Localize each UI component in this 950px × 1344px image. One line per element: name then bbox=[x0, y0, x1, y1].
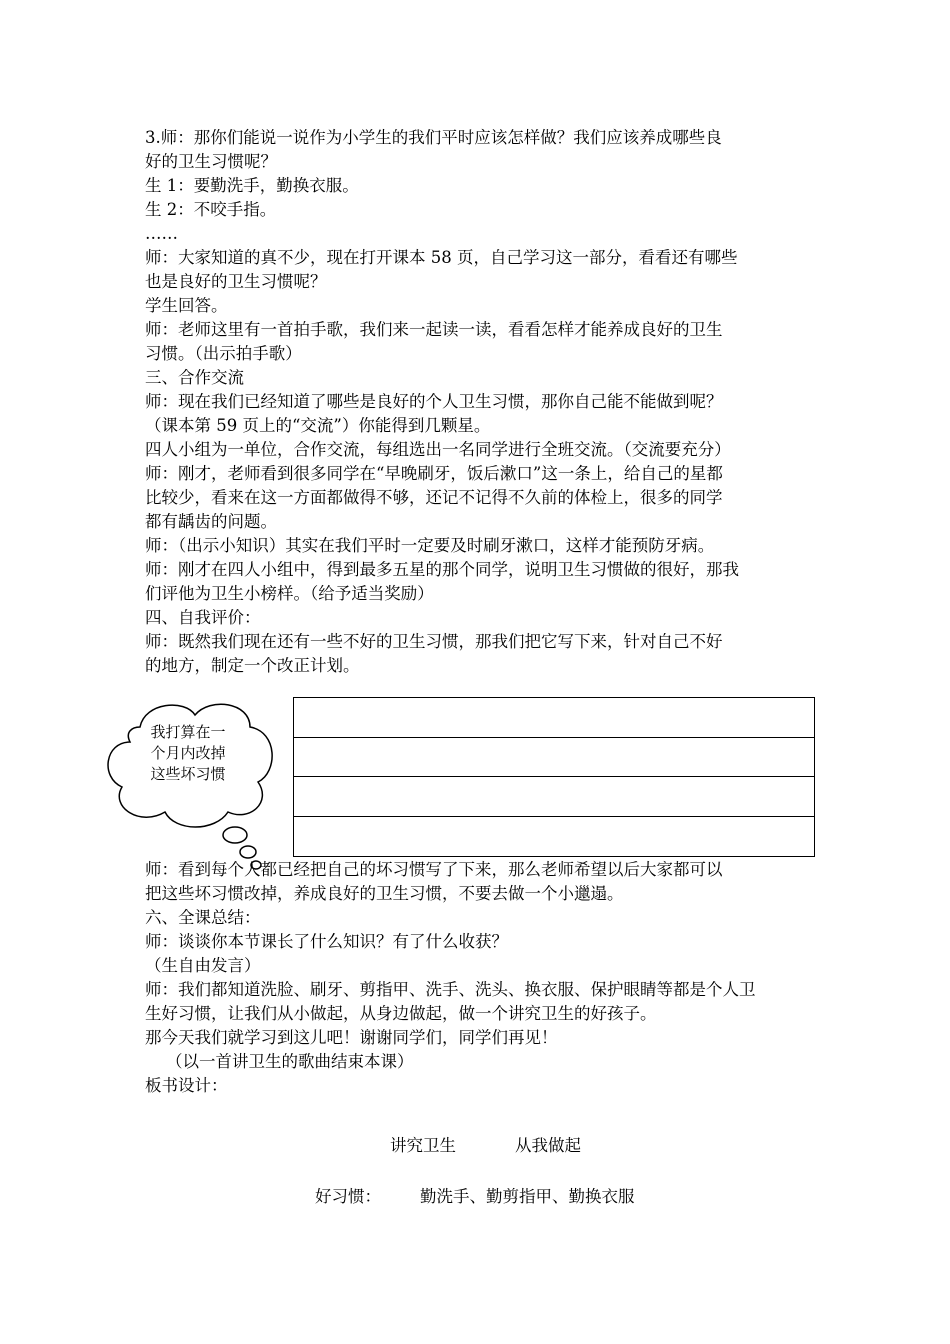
text-line: 师：看到每个人都已经把自己的坏习惯写了下来，那么老师希望以后大家都可以 bbox=[145, 860, 723, 879]
board-title-right: 从我做起 bbox=[515, 1136, 581, 1155]
text-line: （以一首讲卫生的歌曲结束本课） bbox=[145, 1052, 414, 1071]
text-line: 师：既然我们现在还有一些不好的卫生习惯，那我们把它写下来，针对自己不好 bbox=[145, 632, 723, 651]
cloud-line: 个月内改掉 bbox=[150, 744, 226, 762]
text-line: 生 2：不咬手指。 bbox=[145, 200, 277, 219]
text-line: 师：（出示小知识）其实在我们平时一定要及时刷牙漱口，这样才能预防牙病。 bbox=[145, 536, 715, 555]
text-line: （课本第 59 页上的“交流”）你能得到几颗星。 bbox=[145, 416, 491, 435]
text-line: 们评他为卫生小榜样。（给予适当奖励） bbox=[145, 584, 434, 603]
section-heading: 三、合作交流 bbox=[145, 368, 244, 387]
text-line: 也是良好的卫生习惯呢？ bbox=[145, 272, 327, 291]
cloud-text bbox=[118, 722, 258, 785]
text-line: （生自由发言） bbox=[145, 956, 261, 975]
text-line: 3.师：那你们能说一说作为小学生的我们平时应该怎样做？我们应该养成哪些良 bbox=[145, 128, 722, 147]
text-line: 师：老师这里有一首拍手歌，我们来一起读一读，看看怎样才能养成良好的卫生 bbox=[145, 320, 723, 339]
text-line: 生好习惯，让我们从小做起，从身边做起，做一个讲究卫生的好孩子。 bbox=[145, 1004, 657, 1023]
text-line: 师：我们都知道洗脸、刷牙、剪指甲、洗手、洗头、换衣服、保护眼睛等都是个人卫 bbox=[145, 980, 756, 999]
cloud-line: 我打算在一 bbox=[150, 723, 226, 741]
text-line: 好的卫生习惯呢？ bbox=[145, 152, 277, 171]
text-block-lower bbox=[145, 858, 815, 1098]
text-line: 习惯。（出示拍手歌） bbox=[145, 344, 302, 363]
cloud-line: 这些坏习惯 bbox=[150, 765, 226, 783]
text-line: 学生回答。 bbox=[145, 296, 228, 315]
text-line: 师：刚才，老师看到很多同学在“早晚刷牙，饭后漱口”这一条上，给自己的星都 bbox=[145, 464, 723, 483]
board-content: 勤洗手、勤剪指甲、勤换衣服 bbox=[420, 1187, 635, 1206]
text-line: 都有龋齿的问题。 bbox=[145, 512, 277, 531]
board-label: 好习惯： bbox=[315, 1187, 381, 1206]
text-line: 师：谈谈你本节课长了什么知识？有了什么收获？ bbox=[145, 932, 508, 951]
text-line: 那今天我们就学习到这儿吧！谢谢同学们，同学们再见！ bbox=[145, 1028, 558, 1047]
text-line: 把这些坏习惯改掉，养成良好的卫生习惯，不要去做一个小邋遢。 bbox=[145, 884, 624, 903]
section-heading: 六、全课总结： bbox=[145, 908, 261, 927]
text-block-upper bbox=[145, 126, 815, 678]
text-line: …… bbox=[145, 224, 178, 243]
text-line: 生 1：要勤洗手，勤换衣服。 bbox=[145, 176, 359, 195]
plan-table bbox=[293, 697, 815, 857]
text-line: 师：大家知道的真不少，现在打开课本 58 页，自己学习这一部分，看看还有哪些 bbox=[145, 248, 738, 267]
text-line: 板书设计： bbox=[145, 1076, 228, 1095]
plan-row[interactable] bbox=[294, 777, 814, 817]
cloud-bubble bbox=[223, 827, 247, 843]
cloud-bubble bbox=[240, 846, 256, 858]
text-line: 四人小组为一单位，合作交流，每组选出一名同学进行全班交流。（交流要充分） bbox=[145, 440, 731, 459]
board-title-left: 讲究卫生 bbox=[390, 1136, 456, 1155]
text-line: 师：刚才在四人小组中，得到最多五星的那个同学，说明卫生习惯做的很好，那我 bbox=[145, 560, 739, 579]
plan-row[interactable] bbox=[294, 698, 814, 738]
section-heading: 四、自我评价： bbox=[145, 608, 261, 627]
plan-row[interactable] bbox=[294, 738, 814, 778]
plan-row[interactable] bbox=[294, 817, 814, 857]
text-line: 的地方，制定一个改正计划。 bbox=[145, 656, 360, 675]
text-line: 师：现在我们已经知道了哪些是良好的个人卫生习惯，那你自己能不能做到呢？ bbox=[145, 392, 723, 411]
text-line: 比较少，看来在这一方面都做得不够，还记不记得不久前的体检上，很多的同学 bbox=[145, 488, 723, 507]
